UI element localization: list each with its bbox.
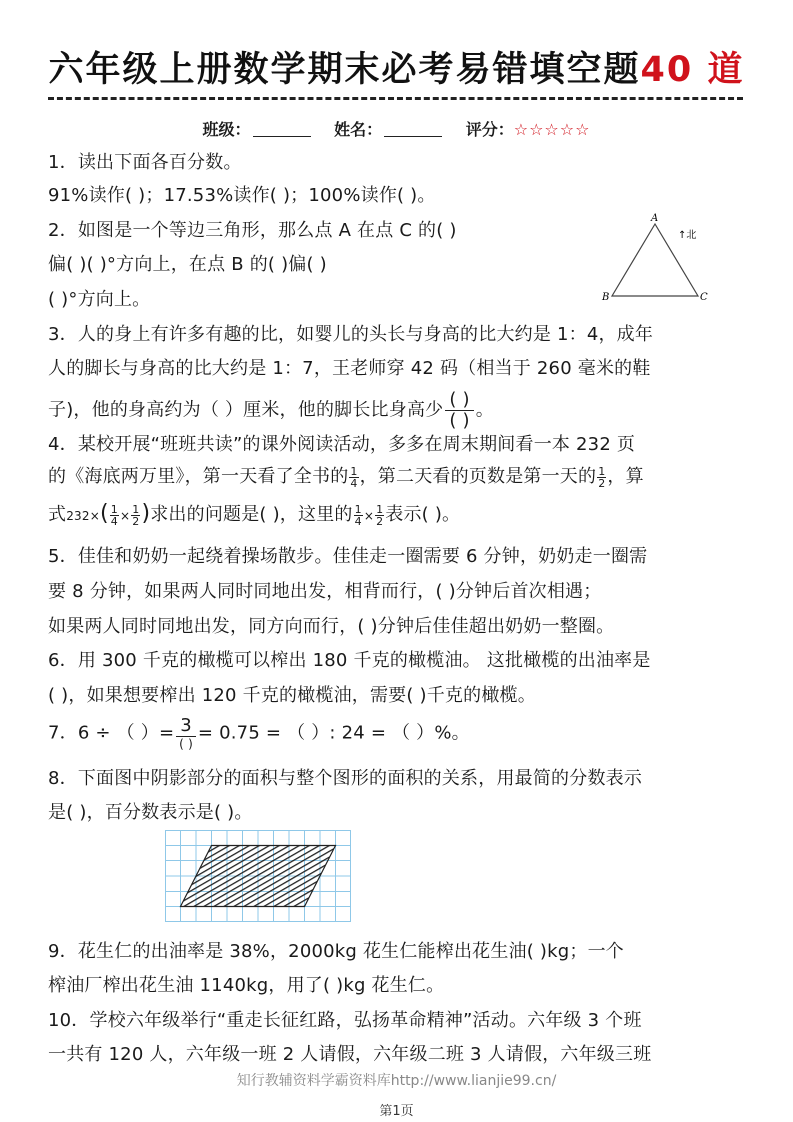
- name-label: 姓名：: [334, 120, 383, 139]
- q2-line-1: 2．如图是一个等边三角形，那么点 A 在点 C 的( ): [48, 220, 457, 241]
- q4-line-2: 的《海底两万里》，第一天看了全书的 $\frac{1}{4}$ ，第二天看的页数是第一天的 $\frac{1}{2}$ ，算: [48, 464, 644, 490]
- class-blank[interactable]: [253, 122, 311, 137]
- q2-line-3: ( )°方向上。: [48, 289, 151, 310]
- title-divider: [48, 97, 743, 100]
- q1-line: 1．读出下面各百分数。: [48, 152, 242, 173]
- q3-line-3: 子)，他的身高约为（ ）厘米，他的脚长比身高少 ( ) ( ) 。: [48, 389, 494, 431]
- q6-line-2: ( )，如果想要榨出 120 千克的橄榄油，需要( )千克的橄榄。: [48, 685, 536, 706]
- fraction-one-quarter: $\frac{1}{4}$: [350, 464, 358, 490]
- q10-line-1: 10．学校六年级举行“重走长征红路，弘扬革命精神”活动。六年级 3 个班: [48, 1010, 642, 1031]
- triangle-label-c: C: [700, 292, 708, 303]
- q3-blank-fraction[interactable]: ( ) ( ): [445, 390, 473, 431]
- q3-line-2: 人的脚长与身高的比大约是 1：7，王老师穿 42 码（相当于 260 毫米的鞋: [48, 358, 651, 379]
- q3-line-1: 3．人的身上有许多有趣的比，如婴儿的头长与身高的比大约是 1：4，成年: [48, 324, 654, 345]
- q9-line-1: 9．花生仁的出油率是 38%，2000kg 花生仁能榨出花生油( )kg；一个: [48, 941, 624, 962]
- q6-line-1: 6．用 300 千克的橄榄可以榨出 180 千克的橄榄油。 这批橄榄的出油率是: [48, 650, 651, 671]
- q10-line-2: 一共有 120 人，六年级一班 2 人请假，六年级二班 3 人请假，六年级三班: [48, 1044, 652, 1065]
- q8-line-1: 8．下面图中阴影部分的面积与整个图形的面积的关系，用最简的分数表示: [48, 768, 643, 789]
- class-label: 班级：: [202, 120, 251, 139]
- name-blank[interactable]: [384, 122, 442, 137]
- q4-line-3: 式232×( $\frac{1}{4}$ × $\frac{1}{2}$ )求出的问题是( )，这里的 $\frac{1}{4}$ × $\frac{1}{2}$ 表示( )。: [48, 501, 461, 528]
- student-info-row: [0, 117, 793, 140]
- equilateral-triangle-figure: [600, 212, 735, 304]
- score-stars: ☆☆☆☆☆: [513, 120, 591, 139]
- q1-answer-line: 91%读作( )；17.53%读作( )；100%读作( )。: [48, 185, 436, 206]
- q2-line-2: 偏( )( )°方向上，在点 B 的( )偏( ): [48, 254, 327, 275]
- watermark-footer: 知行教辅资料学霸资料库http://www.lianjie99.cn/: [236, 1073, 557, 1089]
- triangle-label-a: A: [651, 213, 659, 224]
- q5-line-1: 5．佳佳和奶奶一起绕着操场散步。佳佳走一圈需要 6 分钟，奶奶走一圈需: [48, 546, 648, 567]
- triangle-label-b: B: [602, 292, 610, 303]
- q4-line-1: 4．某校开展“班班共读”的课外阅读活动，多多在周末期间看一本 232 页: [48, 434, 636, 455]
- fraction-one-half: $\frac{1}{2}$: [598, 464, 606, 490]
- q8-line-2: 是( )，百分数表示是( )。: [48, 802, 253, 823]
- page-number: 第1页: [379, 1104, 414, 1119]
- north-arrow-label: ↑北: [678, 230, 697, 241]
- title-accent: 40 道: [640, 50, 745, 90]
- q9-line-2: 榨油厂榨出花生油 1140kg，用了( )kg 花生仁。: [48, 975, 445, 996]
- fraction-three-over-blank[interactable]: 3 ( ): [176, 716, 196, 751]
- q5-line-2: 要 8 分钟，如果两人同时同地出发，相背而行，( )分钟后首次相遇；: [48, 581, 602, 602]
- score-label: 评分：: [465, 120, 514, 139]
- q5-line-3: 如果两人同时同地出发，同方向而行，( )分钟后佳佳超出奶奶一整圈。: [48, 616, 615, 637]
- page-title: 六年级上册数学期末必考易错填空题40 道: [48, 50, 745, 90]
- grid-parallelogram-figure: [165, 830, 351, 922]
- q7-line: 7．6 ÷ （ ）= 3 ( ) = 0.75 = （ ）: 24 = （ ）%。: [48, 715, 470, 751]
